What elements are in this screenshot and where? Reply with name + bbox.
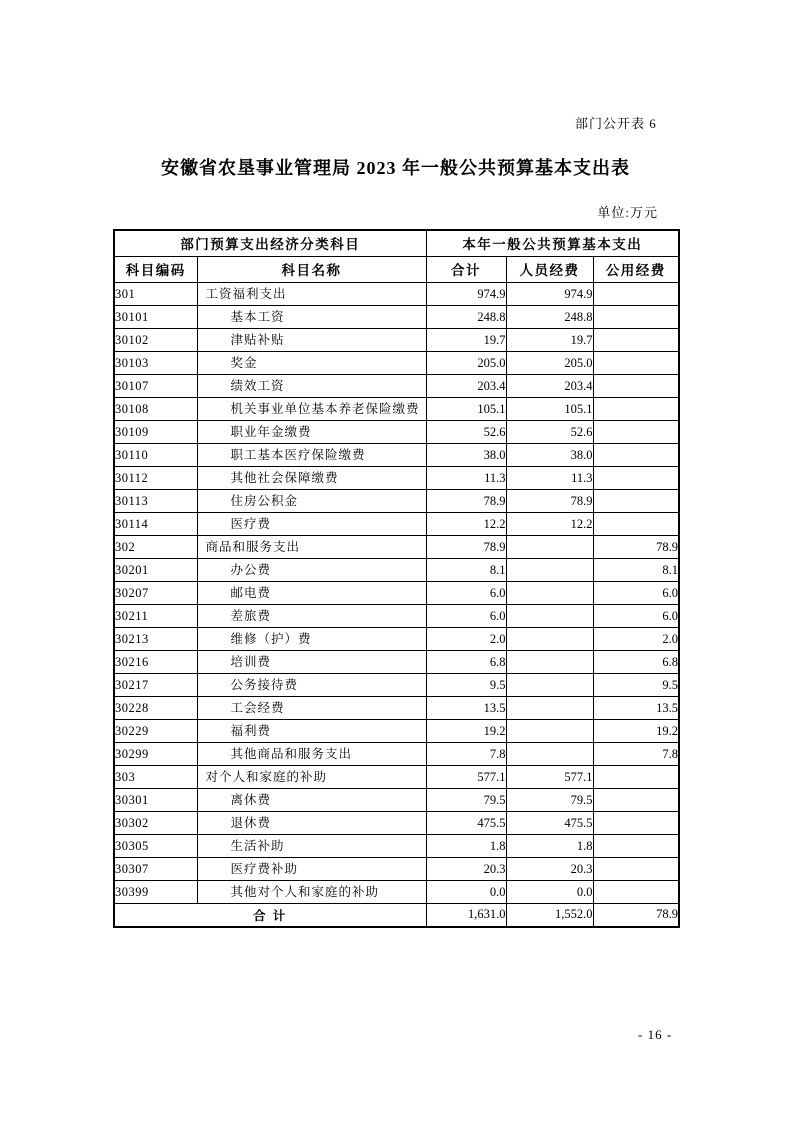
- cell-subject-code: 30109: [114, 420, 197, 443]
- cell-public-funds: 19.2: [593, 719, 679, 742]
- table-row: [114, 489, 679, 512]
- cell-personnel-funds: 205.0: [506, 351, 593, 374]
- cell-subject-code: 30110: [114, 443, 197, 466]
- cell-personnel-funds: 0.0: [506, 880, 593, 903]
- cell-total: 11.3: [426, 466, 506, 489]
- cell-total: 6.8: [426, 650, 506, 673]
- total-row-personnel: 1,552.0: [506, 903, 593, 927]
- cell-public-funds: [593, 466, 679, 489]
- budget-table-footer: [114, 903, 679, 927]
- cell-public-funds: [593, 328, 679, 351]
- cell-subject-name: 对个人和家庭的补助: [197, 765, 426, 788]
- cell-subject-code: 30216: [114, 650, 197, 673]
- page-title: 安徽省农垦事业管理局 2023 年一般公共预算基本支出表: [161, 158, 630, 178]
- cell-subject-name: 商品和服务支出: [197, 535, 426, 558]
- table-row: [114, 443, 679, 466]
- cell-subject-code: 302: [114, 535, 197, 558]
- cell-public-funds: 9.5: [593, 673, 679, 696]
- cell-total: 12.2: [426, 512, 506, 535]
- cell-public-funds: [593, 282, 679, 305]
- cell-personnel-funds: [506, 742, 593, 765]
- cell-subject-name: 津贴补贴: [197, 328, 426, 351]
- cell-subject-code: 30201: [114, 558, 197, 581]
- cell-personnel-funds: 20.3: [506, 857, 593, 880]
- cell-personnel-funds: 475.5: [506, 811, 593, 834]
- cell-subject-name: 绩效工资: [197, 374, 426, 397]
- cell-total: 79.5: [426, 788, 506, 811]
- cell-subject-code: 30211: [114, 604, 197, 627]
- cell-total: 105.1: [426, 397, 506, 420]
- cell-personnel-funds: [506, 673, 593, 696]
- cell-public-funds: [593, 420, 679, 443]
- cell-subject-name: 住房公积金: [197, 489, 426, 512]
- cell-public-funds: [593, 489, 679, 512]
- group-header-row: [114, 230, 679, 256]
- cell-subject-code: 30103: [114, 351, 197, 374]
- cell-personnel-funds: 105.1: [506, 397, 593, 420]
- cell-public-funds: [593, 765, 679, 788]
- cell-subject-code: 30301: [114, 788, 197, 811]
- table-row: [114, 719, 679, 742]
- cell-subject-code: 30299: [114, 742, 197, 765]
- cell-personnel-funds: [506, 696, 593, 719]
- table-row: [114, 374, 679, 397]
- cell-total: 7.8: [426, 742, 506, 765]
- budget-table-header: [114, 230, 679, 282]
- budget-table: [113, 229, 680, 928]
- cell-subject-name: 办公费: [197, 558, 426, 581]
- cell-total: 19.2: [426, 719, 506, 742]
- cell-subject-name: 其他对个人和家庭的补助: [197, 880, 426, 903]
- cell-subject-code: 30228: [114, 696, 197, 719]
- cell-subject-code: 30102: [114, 328, 197, 351]
- table-row: [114, 765, 679, 788]
- group-header-expenditure: 本年一般公共预算基本支出: [426, 230, 679, 256]
- table-row: [114, 558, 679, 581]
- table-row: [114, 880, 679, 903]
- cell-subject-name: 其他社会保障缴费: [197, 466, 426, 489]
- column-header-name: 科目名称: [197, 256, 426, 282]
- cell-personnel-funds: 974.9: [506, 282, 593, 305]
- column-header-total: 合计: [426, 256, 506, 282]
- cell-subject-code: 301: [114, 282, 197, 305]
- cell-public-funds: 6.0: [593, 581, 679, 604]
- table-row: [114, 650, 679, 673]
- column-header-code: 科目编码: [114, 256, 197, 282]
- page-number: - 16 -: [638, 1027, 673, 1042]
- cell-subject-name: 工资福利支出: [197, 282, 426, 305]
- unit-label: 单位:万元: [597, 205, 658, 220]
- cell-subject-name: 公务接待费: [197, 673, 426, 696]
- cell-subject-name: 医疗费: [197, 512, 426, 535]
- table-row: [114, 305, 679, 328]
- table-row: [114, 788, 679, 811]
- cell-public-funds: [593, 811, 679, 834]
- cell-public-funds: [593, 305, 679, 328]
- cell-total: 1.8: [426, 834, 506, 857]
- total-row-public: 78.9: [593, 903, 679, 927]
- cell-personnel-funds: 19.7: [506, 328, 593, 351]
- cell-subject-name: 差旅费: [197, 604, 426, 627]
- cell-subject-name: 退休费: [197, 811, 426, 834]
- cell-total: 8.1: [426, 558, 506, 581]
- cell-subject-code: 30399: [114, 880, 197, 903]
- cell-subject-name: 离休费: [197, 788, 426, 811]
- cell-public-funds: 2.0: [593, 627, 679, 650]
- table-row: [114, 627, 679, 650]
- cell-total: 19.7: [426, 328, 506, 351]
- cell-subject-code: 30217: [114, 673, 197, 696]
- group-header-classification: 部门预算支出经济分类科目: [114, 230, 426, 256]
- cell-public-funds: [593, 374, 679, 397]
- cell-personnel-funds: [506, 719, 593, 742]
- cell-subject-name: 工会经费: [197, 696, 426, 719]
- cell-public-funds: [593, 443, 679, 466]
- cell-personnel-funds: [506, 581, 593, 604]
- cell-public-funds: [593, 397, 679, 420]
- total-row-label: 合 计: [114, 903, 426, 927]
- cell-personnel-funds: 577.1: [506, 765, 593, 788]
- cell-personnel-funds: 11.3: [506, 466, 593, 489]
- header-note: 部门公开表 6: [575, 116, 657, 131]
- table-row: [114, 673, 679, 696]
- table-row: [114, 466, 679, 489]
- cell-total: 0.0: [426, 880, 506, 903]
- cell-subject-code: 30229: [114, 719, 197, 742]
- cell-public-funds: 8.1: [593, 558, 679, 581]
- cell-personnel-funds: 203.4: [506, 374, 593, 397]
- table-row: [114, 282, 679, 305]
- cell-total: 78.9: [426, 489, 506, 512]
- cell-subject-code: 30207: [114, 581, 197, 604]
- cell-total: 78.9: [426, 535, 506, 558]
- table-row: [114, 351, 679, 374]
- cell-personnel-funds: 38.0: [506, 443, 593, 466]
- cell-public-funds: 6.0: [593, 604, 679, 627]
- cell-personnel-funds: 79.5: [506, 788, 593, 811]
- cell-subject-name: 机关事业单位基本养老保险缴费: [197, 397, 426, 420]
- cell-subject-name: 邮电费: [197, 581, 426, 604]
- cell-total: 6.0: [426, 581, 506, 604]
- cell-subject-code: 30305: [114, 834, 197, 857]
- cell-public-funds: [593, 788, 679, 811]
- cell-subject-name: 医疗费补助: [197, 857, 426, 880]
- cell-public-funds: 13.5: [593, 696, 679, 719]
- cell-subject-code: 30213: [114, 627, 197, 650]
- cell-public-funds: [593, 834, 679, 857]
- cell-subject-code: 30108: [114, 397, 197, 420]
- cell-total: 13.5: [426, 696, 506, 719]
- cell-subject-name: 职工基本医疗保险缴费: [197, 443, 426, 466]
- cell-subject-name: 职业年金缴费: [197, 420, 426, 443]
- cell-personnel-funds: 12.2: [506, 512, 593, 535]
- cell-total: 203.4: [426, 374, 506, 397]
- cell-total: 2.0: [426, 627, 506, 650]
- cell-total: 9.5: [426, 673, 506, 696]
- cell-subject-code: 30107: [114, 374, 197, 397]
- column-header-personnel: 人员经费: [506, 256, 593, 282]
- table-row: [114, 696, 679, 719]
- cell-subject-code: 30307: [114, 857, 197, 880]
- cell-subject-code: 30112: [114, 466, 197, 489]
- cell-personnel-funds: [506, 604, 593, 627]
- cell-public-funds: 78.9: [593, 535, 679, 558]
- cell-total: 20.3: [426, 857, 506, 880]
- cell-personnel-funds: [506, 627, 593, 650]
- column-header-row: [114, 256, 679, 282]
- cell-personnel-funds: 78.9: [506, 489, 593, 512]
- cell-subject-name: 生活补助: [197, 834, 426, 857]
- table-row: [114, 512, 679, 535]
- cell-public-funds: 7.8: [593, 742, 679, 765]
- table-row: [114, 834, 679, 857]
- cell-subject-name: 其他商品和服务支出: [197, 742, 426, 765]
- cell-personnel-funds: [506, 535, 593, 558]
- total-row: [114, 903, 679, 927]
- cell-total: 38.0: [426, 443, 506, 466]
- cell-personnel-funds: 248.8: [506, 305, 593, 328]
- cell-personnel-funds: 52.6: [506, 420, 593, 443]
- cell-subject-code: 30113: [114, 489, 197, 512]
- table-row: [114, 811, 679, 834]
- cell-total: 248.8: [426, 305, 506, 328]
- cell-subject-code: 303: [114, 765, 197, 788]
- table-row: [114, 535, 679, 558]
- cell-subject-code: 30302: [114, 811, 197, 834]
- cell-subject-code: 30101: [114, 305, 197, 328]
- cell-public-funds: 6.8: [593, 650, 679, 673]
- cell-personnel-funds: 1.8: [506, 834, 593, 857]
- cell-total: 475.5: [426, 811, 506, 834]
- table-row: [114, 581, 679, 604]
- cell-public-funds: [593, 857, 679, 880]
- table-row: [114, 742, 679, 765]
- table-row: [114, 604, 679, 627]
- cell-subject-name: 福利费: [197, 719, 426, 742]
- table-row: [114, 857, 679, 880]
- cell-subject-name: 维修（护）费: [197, 627, 426, 650]
- cell-subject-code: 30114: [114, 512, 197, 535]
- table-row: [114, 397, 679, 420]
- table-row: [114, 328, 679, 351]
- cell-personnel-funds: [506, 558, 593, 581]
- cell-subject-name: 基本工资: [197, 305, 426, 328]
- cell-total: 6.0: [426, 604, 506, 627]
- table-row: [114, 420, 679, 443]
- cell-subject-name: 奖金: [197, 351, 426, 374]
- column-header-public: 公用经费: [593, 256, 679, 282]
- budget-table-body: [114, 282, 679, 903]
- cell-total: 205.0: [426, 351, 506, 374]
- cell-total: 52.6: [426, 420, 506, 443]
- cell-public-funds: [593, 512, 679, 535]
- cell-public-funds: [593, 351, 679, 374]
- cell-personnel-funds: [506, 650, 593, 673]
- cell-total: 974.9: [426, 282, 506, 305]
- total-row-total: 1,631.0: [426, 903, 506, 927]
- cell-public-funds: [593, 880, 679, 903]
- cell-total: 577.1: [426, 765, 506, 788]
- cell-subject-name: 培训费: [197, 650, 426, 673]
